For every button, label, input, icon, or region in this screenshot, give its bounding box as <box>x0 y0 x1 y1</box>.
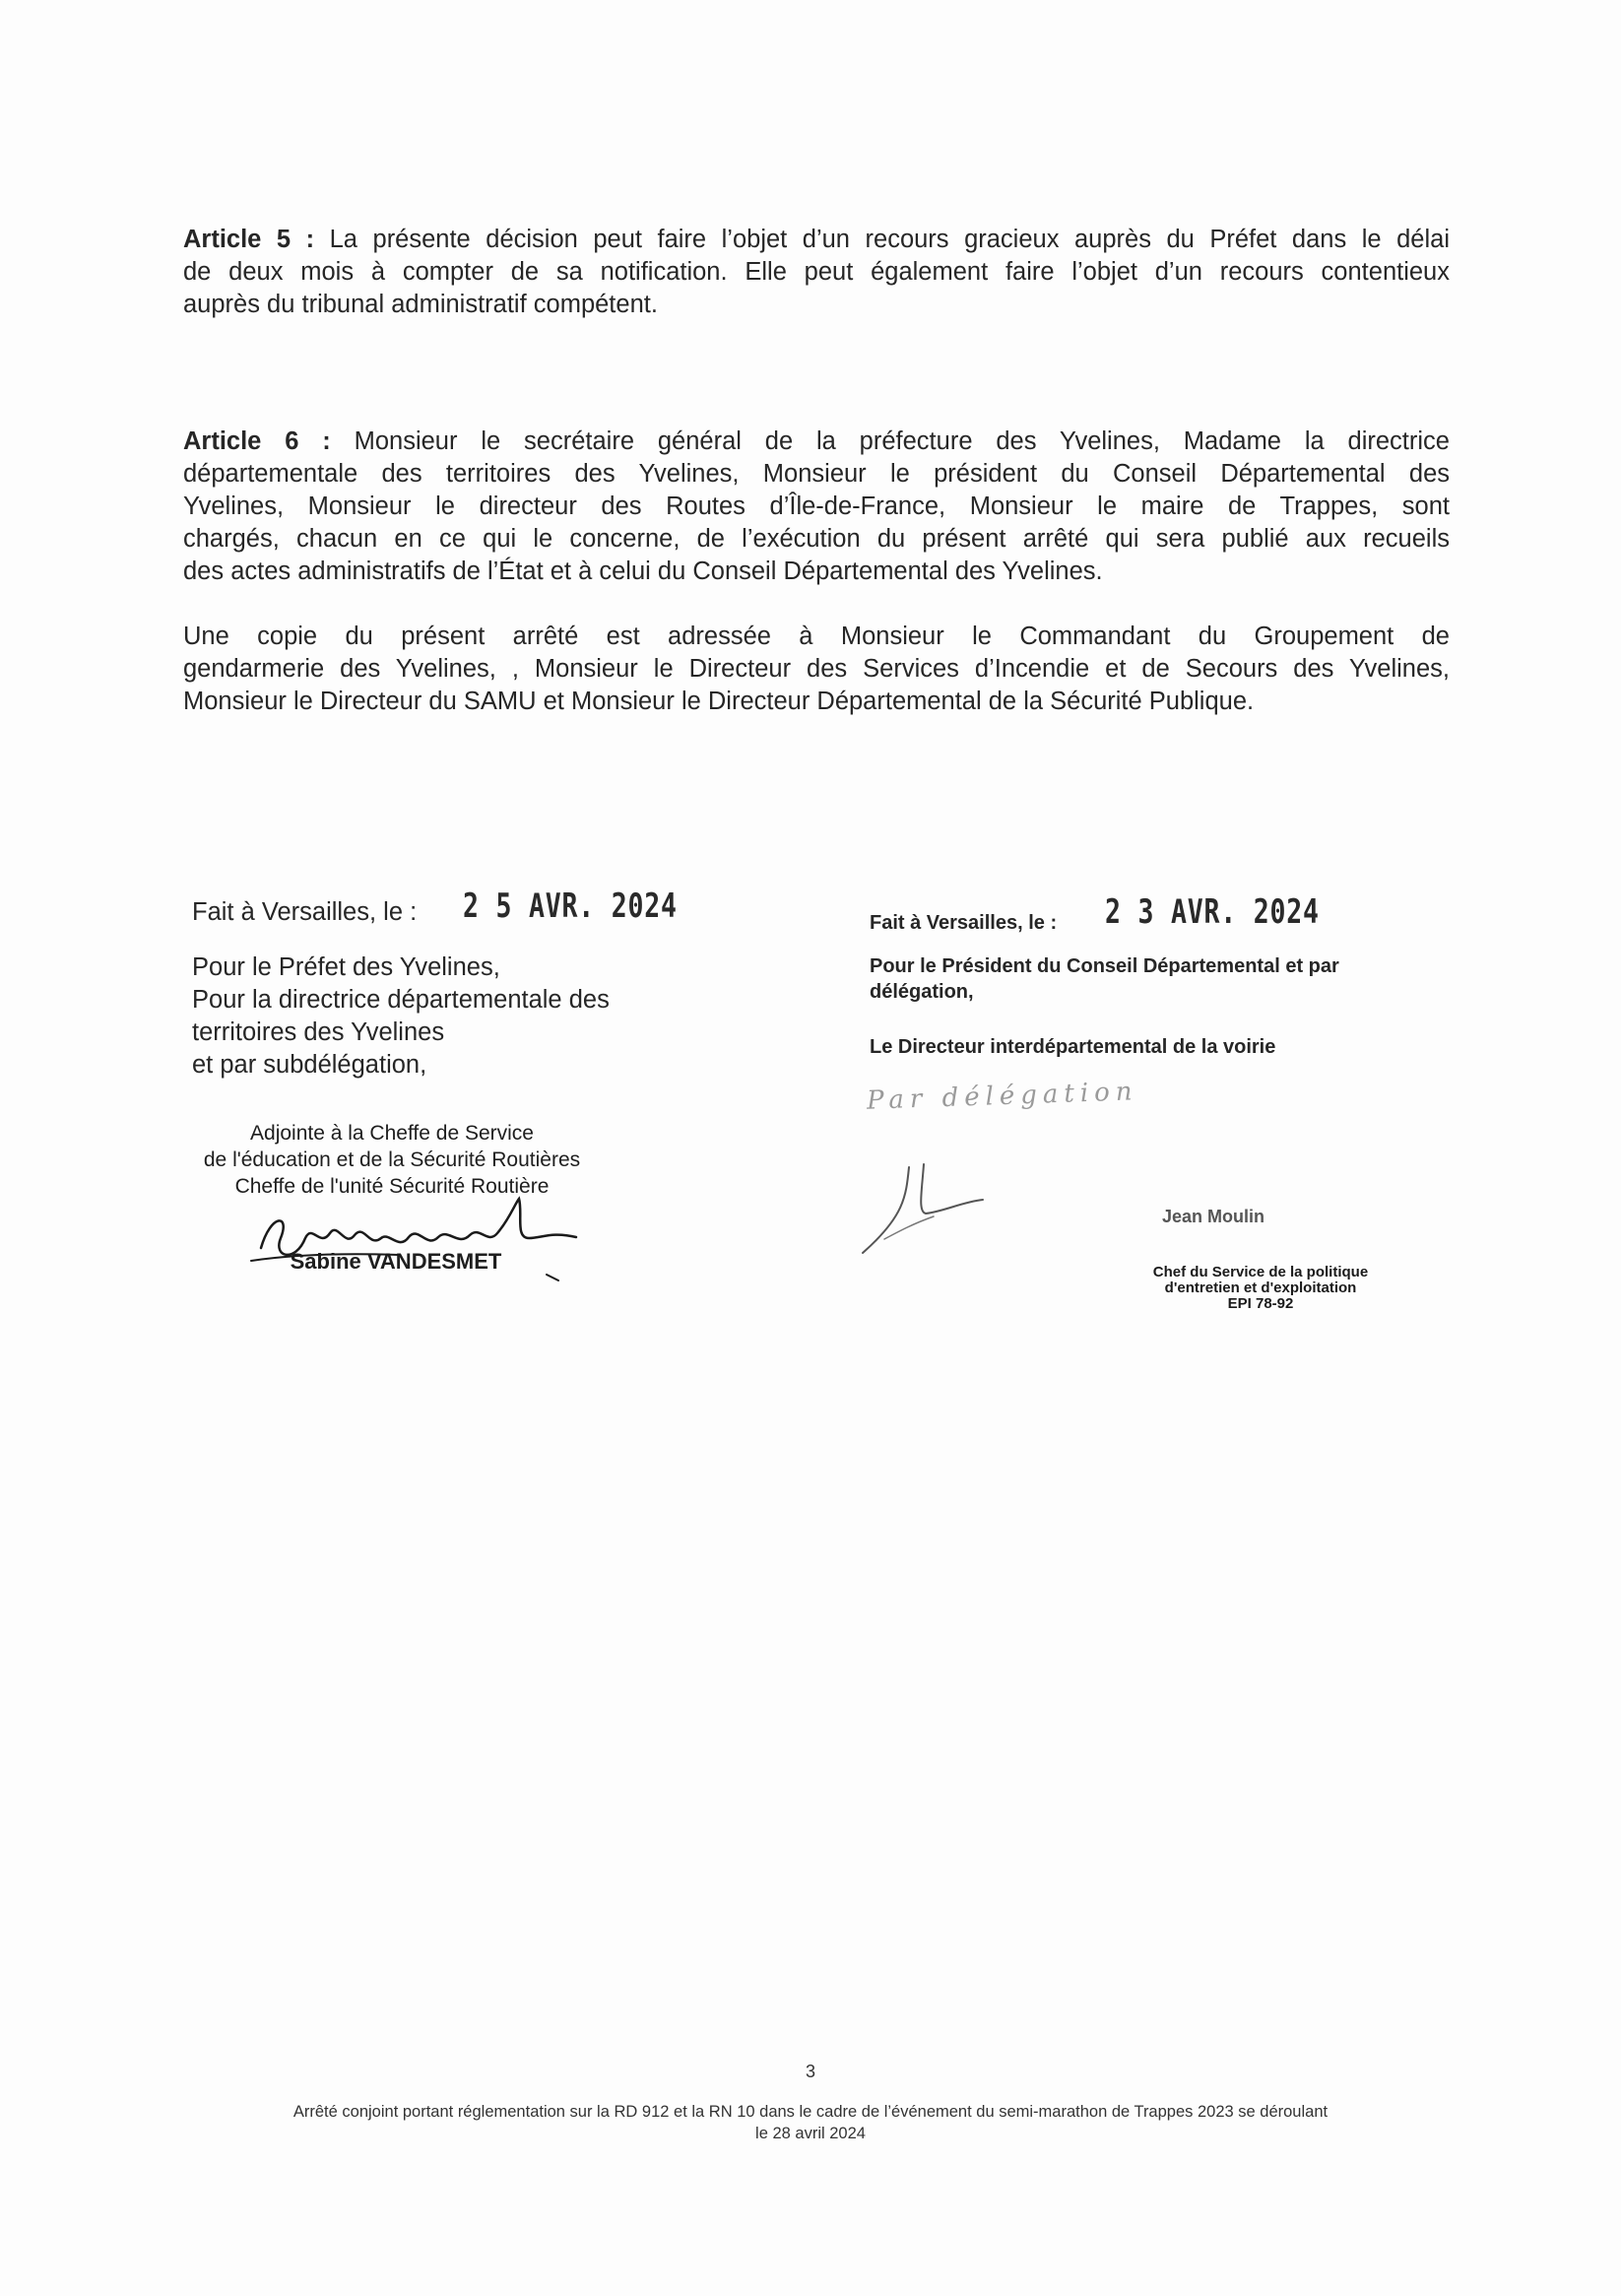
right-fait-label: Fait à Versailles, le : <box>870 912 1058 934</box>
article-6-line <box>183 426 1450 458</box>
copy-paragraph-line: Monsieur le Directeur du SAMU et Monsieur le Directeur Départemental de la Sécurité Publique. <box>183 688 1255 715</box>
article-6-line: des actes administratifs de l’État et à celui du Conseil Départemental des Yvelines. <box>183 558 1103 585</box>
right-stamp-line: d'entretien et d'exploitation <box>1164 1279 1357 1296</box>
article-5-text: La présente décision peut faire l’objet d’un recours gracieux auprès du Préfet dans le délai <box>314 226 1450 253</box>
right-date-stamp: 2 3 AVR. 2024 <box>1105 892 1320 932</box>
left-stamp-title <box>185 1120 599 1200</box>
right-handwritten-signature <box>855 1162 993 1261</box>
article-6-line: départementale des territoires des Yvelines, Monsieur le président du Conseil Départemental des <box>183 460 1450 488</box>
footer-note <box>177 2101 1444 2144</box>
copy-paragraph-line: gendarmerie des Yvelines, , Monsieur le Directeur des Services d’Incendie et de Secours des Yvelines, <box>183 655 1450 683</box>
left-delegation-line: Pour le Préfet des Yvelines, <box>192 953 500 981</box>
left-delegation-line: et par subdélégation, <box>192 1051 427 1079</box>
footer-note-line: Arrêté conjoint portant réglementation sur la RD 912 et la RN 10 dans le cadre de l’événement du semi-marathon de Trappes 2023 se déroulant <box>292 2103 1329 2121</box>
left-date-stamp: 2 5 AVR. 2024 <box>463 886 678 926</box>
right-stamp-name: Jean Moulin <box>1162 1207 1265 1226</box>
article-5-label: Article 5 : <box>183 226 315 253</box>
left-stamp-line: de l'éducation et de la Sécurité Routières <box>203 1148 581 1171</box>
left-delegation-text <box>192 951 610 1082</box>
left-stamp-name: Sabine VANDESMET <box>290 1249 502 1274</box>
left-delegation-line: territoires des Yvelines <box>192 1018 445 1046</box>
right-director-line: Le Directeur interdépartemental de la voirie <box>870 1036 1276 1058</box>
left-stamp-line: Cheffe de l'unité Sécurité Routière <box>234 1175 550 1198</box>
left-delegation-line: Pour la directrice départementale des <box>192 986 610 1014</box>
article-6 <box>183 426 1450 588</box>
right-handwritten-note: Par délégation <box>866 1077 1139 1116</box>
copy-paragraph <box>183 621 1450 718</box>
article-6-line: Yvelines, Monsieur le directeur des Routes d’Île-de-France, Monsieur le maire de Trappes, sont <box>183 492 1450 520</box>
article-6-line: chargés, chacun en ce qui le concerne, de l’exécution du présent arrêté qui sera publié aux recueils <box>183 525 1450 553</box>
article-5-line: de deux mois à compter de sa notification. Elle peut également faire l’objet d’un recours contentieux <box>183 258 1450 286</box>
copy-paragraph-line: Une copie du présent arrêté est adressée à Monsieur le Commandant du Groupement de <box>183 623 1450 650</box>
left-handwritten-signature <box>251 1194 586 1282</box>
right-stamp-line: Chef du Service de la politique <box>1152 1264 1369 1280</box>
left-fait-label: Fait à Versailles, le : <box>192 898 418 926</box>
right-delegation-line: Pour le Président du Conseil Départemental et par <box>870 955 1339 977</box>
article-6-text: Monsieur le secrétaire général de la préfecture des Yvelines, Madame la directrice <box>330 427 1450 455</box>
article-6-label: Article 6 : <box>183 427 331 455</box>
right-stamp-line: EPI 78-92 <box>1227 1295 1294 1312</box>
article-5 <box>183 224 1450 321</box>
footer-note-line: le 28 avril 2024 <box>755 2125 866 2142</box>
right-delegation-text <box>870 953 1339 1005</box>
page-number: 3 <box>805 2062 815 2081</box>
right-delegation-line: délégation, <box>870 981 974 1003</box>
article-5-line <box>183 224 1450 256</box>
left-stamp-line: Adjointe à la Cheffe de Service <box>250 1122 534 1145</box>
right-stamp-title <box>1113 1265 1408 1312</box>
article-5-line: auprès du tribunal administratif compétent. <box>183 291 658 318</box>
